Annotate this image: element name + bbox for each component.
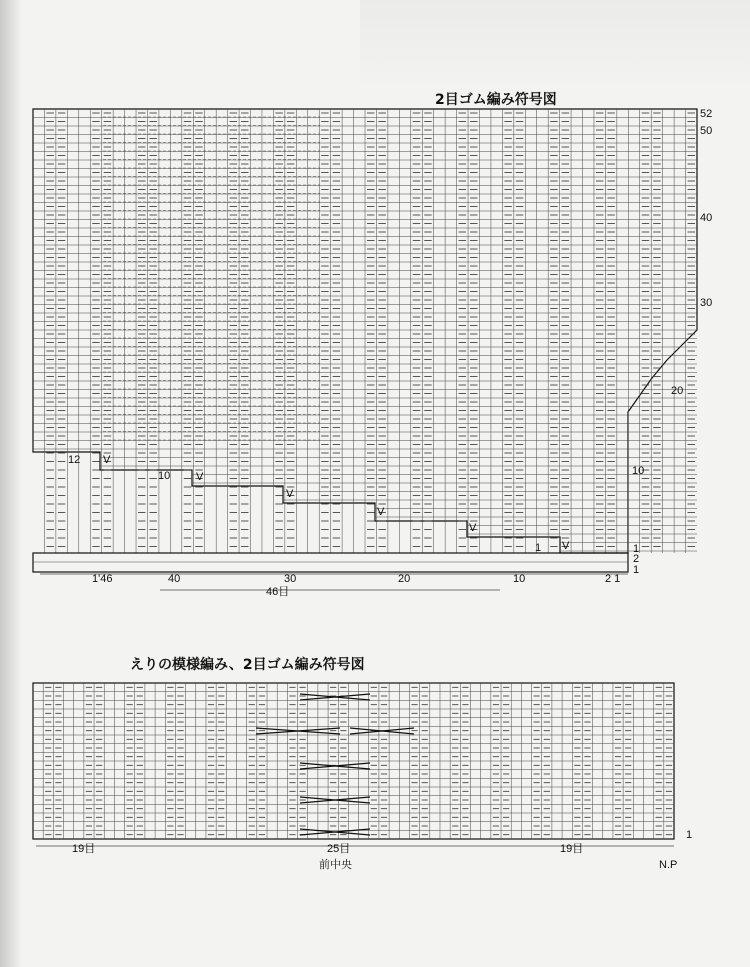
stitch-count-12: 12 [68,454,81,466]
section-label-right: 19目 [560,843,584,855]
row-label-1: 1 [633,564,640,576]
slip-mark: V [286,488,294,500]
row-label-2: 2 [633,553,640,565]
col-label-20: 20 [398,573,411,585]
total-stitches-label: 46目 [266,586,290,598]
slip-mark: V [469,522,477,534]
stitch-count-10: 10 [158,470,171,482]
col-label-30: 30 [284,573,297,585]
row-label-52: 52 [700,108,713,120]
slip-mark: V [196,471,204,483]
row-label-1: 1 [686,829,693,841]
col-label-2-1: 2 1 [605,573,621,585]
stitch-count-1: 1 [535,542,542,554]
col-label-40: 40 [168,573,181,585]
chart2-title: えりの模様編み、2目ゴム編み符号図 [130,657,365,673]
row-label-1-upper: 1 [633,543,640,555]
chart2-grid [33,683,674,846]
chart1-grid [33,109,697,590]
row-label-30: 30 [700,297,713,309]
chart1-title: 2目ゴム編み符号図 [435,92,557,108]
center-front-label: 前中央 [319,859,352,871]
section-label-center: 25目 [327,843,351,855]
row-label-40: 40 [700,212,713,224]
chart1-bottom-band [33,553,628,572]
col-label-10: 10 [513,573,526,585]
section-label-left: 19目 [72,843,96,855]
np-label: N.P [659,859,678,871]
slip-mark: V [562,540,570,552]
row-label-10: 10 [632,465,645,477]
row-label-50: 50 [700,125,713,137]
slip-mark: V [377,506,385,518]
slip-mark: V [103,454,111,466]
row-label-20: 20 [671,385,684,397]
col-label-46: 1'46 [92,573,113,585]
